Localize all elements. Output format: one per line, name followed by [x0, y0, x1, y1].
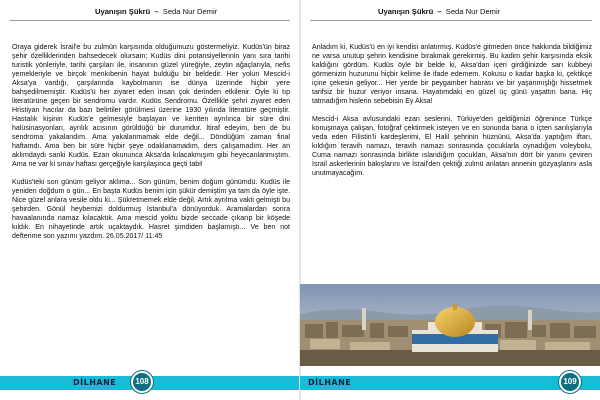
page-footer: [0, 371, 300, 393]
jerusalem-skyline-image: [300, 284, 600, 366]
page-footer: [300, 371, 600, 393]
header-separator: –: [437, 7, 442, 16]
right-page: [300, 0, 600, 400]
jerusalem-photo: [300, 284, 600, 366]
header-author: Seda Nur Demir: [162, 7, 218, 16]
header-author: Seda Nur Demir: [445, 7, 501, 16]
page-number-badge: 109: [559, 371, 581, 393]
paragraph-text: Kudüs'teki son günüm geliyor aklıma... Son günüm, benim doğum günümdü. Kudüs ile yeniden doğdum o gün... En başta Kudüs benim için şükür demiştim ya tam da öyle işte. Nice güzel anlara vesile oldu ki... Şükretmemek elde değil. Artık ayrılma vakti gelmişti bu şehirden. Gönül heybemizi doldurmuş İstanbul'a dönüyorduk. Aramalardan sonra havaalanında namaz kılacaktık. Ama mescid yoktu bizde seccade çıkarıp bir köşede kıldık. En nihayetinde artık uçaktaydık. Hasret şimdiden başlamıştı... Ve ben not defterime son yazımı yazdım.: [12, 179, 290, 241]
body-text: [12, 43, 290, 241]
header-rule: [310, 20, 592, 21]
paragraph: [12, 178, 290, 241]
page-number-badge: 108: [131, 371, 153, 393]
header-title: Uyanışın Şükrü: [95, 7, 151, 16]
header-title: Uyanışın Şükrü: [378, 7, 434, 16]
paragraph: Mescid-i Aksa avlusundaki ezan seslerini, Türkiye'den geldiğimizi öğrenince Türkçe konuşmaya çalışan, fotoğraf çektirmek isteyen ve en sonunda bana o içten sarılışlarıyla veda eden Filistin'li kardeşlerimi, El Halil şehrinin hüznünü, Aksa'da yaptığım iftarı, kıldığım teravih namazı, teravih namazı sonrasında çocuklarla oynadığım voleybolu, Cuma namazı sonrasında birlikte ıslandığım çocukları, Aksa'nın dört bir yanını çeviren İsrail askerlerinin bakışlarını ve İsrail'den çektiği zulmü anlatan annenin gözyaşlarını asla unutmayacağım.: [312, 116, 592, 178]
signature-date: 26.05.2017/ 11:45: [106, 233, 163, 241]
body-text: [312, 43, 592, 178]
dilhane-logo: DİLHANE: [73, 378, 117, 387]
header-rule: [10, 20, 290, 21]
header-separator: –: [154, 7, 159, 16]
paragraph: Oraya giderek İsrail'e bu zulmün karşısında olduğumuzu göstermeliyiz. Kudüs'ün biraz şehir özelliklerinden bahsedecek olursam; Kudüs dini potansiyellerinin yanı sıra tarihi turistik yönleriyle, tarihi çarşıları ile, insanının güzel yüreğiyle, zeytin ağaçlarıyla, nefis yemekleriyle ve birçok menkıbenin hayat bulduğu bir beldedir. Her yolun Mescid-i Aksa'ya vardığı, çarşılarında kaybolmanın ise dünya üzerinde hiçbir yere bahşedilmemiştir. Kudüs'ü her ziyaret eden insan çok derinden etkilenir. Öyle ki tıp literatürüne geçen bir sendromu vardır. Kudüs Sendromu. Özellikle şehri ziyaret eden Hristiyan hacılar da bazı belirtiler görülmesi üzerine 1930 yılında literatüre geçmiştir. Hastalık kişinin Kudüs'e gelmesiyle başlayan ve kentten ayrılınca bir süre dini halüsinasyonları, ayrılık acısının görüldüğü bir durumdur. İtiraf edeyim, ben de bu sendroma yakalandım. Ama yakalanmamak elde değil... Döndüğüm zaman final haftamdı. Ama ben bir süre hiçbir şeye odaklanamadım, ders çalışamadım. Her an aklımdaydı sanki Kudüs. Ezan okununca Aksa'da kılacakmışım gibi heyecanlanmıştım. Ama ne var ki sınav haftası gerçeğiyle karşılaşınca geçti tabi!: [12, 44, 290, 169]
page-header: [95, 7, 217, 17]
paragraph: Anladım ki, Kudüs'ü en iyi kendisi anlatırmış. Kudüs'e gitmeden önce hakkında bildiğimiz ne varsa unutup şehrin kendisine bırakmak gerekirmiş. Bu kadim şehir karşısında eksik kaldığını gördüm. Kudüs öyle bir belde ki, Aksa'dan içeri girdiğinizde sarı kubbeyi görmenizin huzurunu hiçbir kelime ile ifade edemem. Kokusu o kadar başka ki, çektikçe içine çekesin geliyor... Her yerde bir peygamber hatırası ve bir yaşanmışlığı hissetmek tarifsiz bir huzur veriyor insana. Hayatımdaki en güzel üç günü yaşattın bana. Hiç tatmadığım hislerin sebebisin Ey Aksa!: [312, 44, 592, 106]
page-header: [378, 7, 500, 17]
dilhane-logo: DİLHANE: [308, 378, 352, 387]
